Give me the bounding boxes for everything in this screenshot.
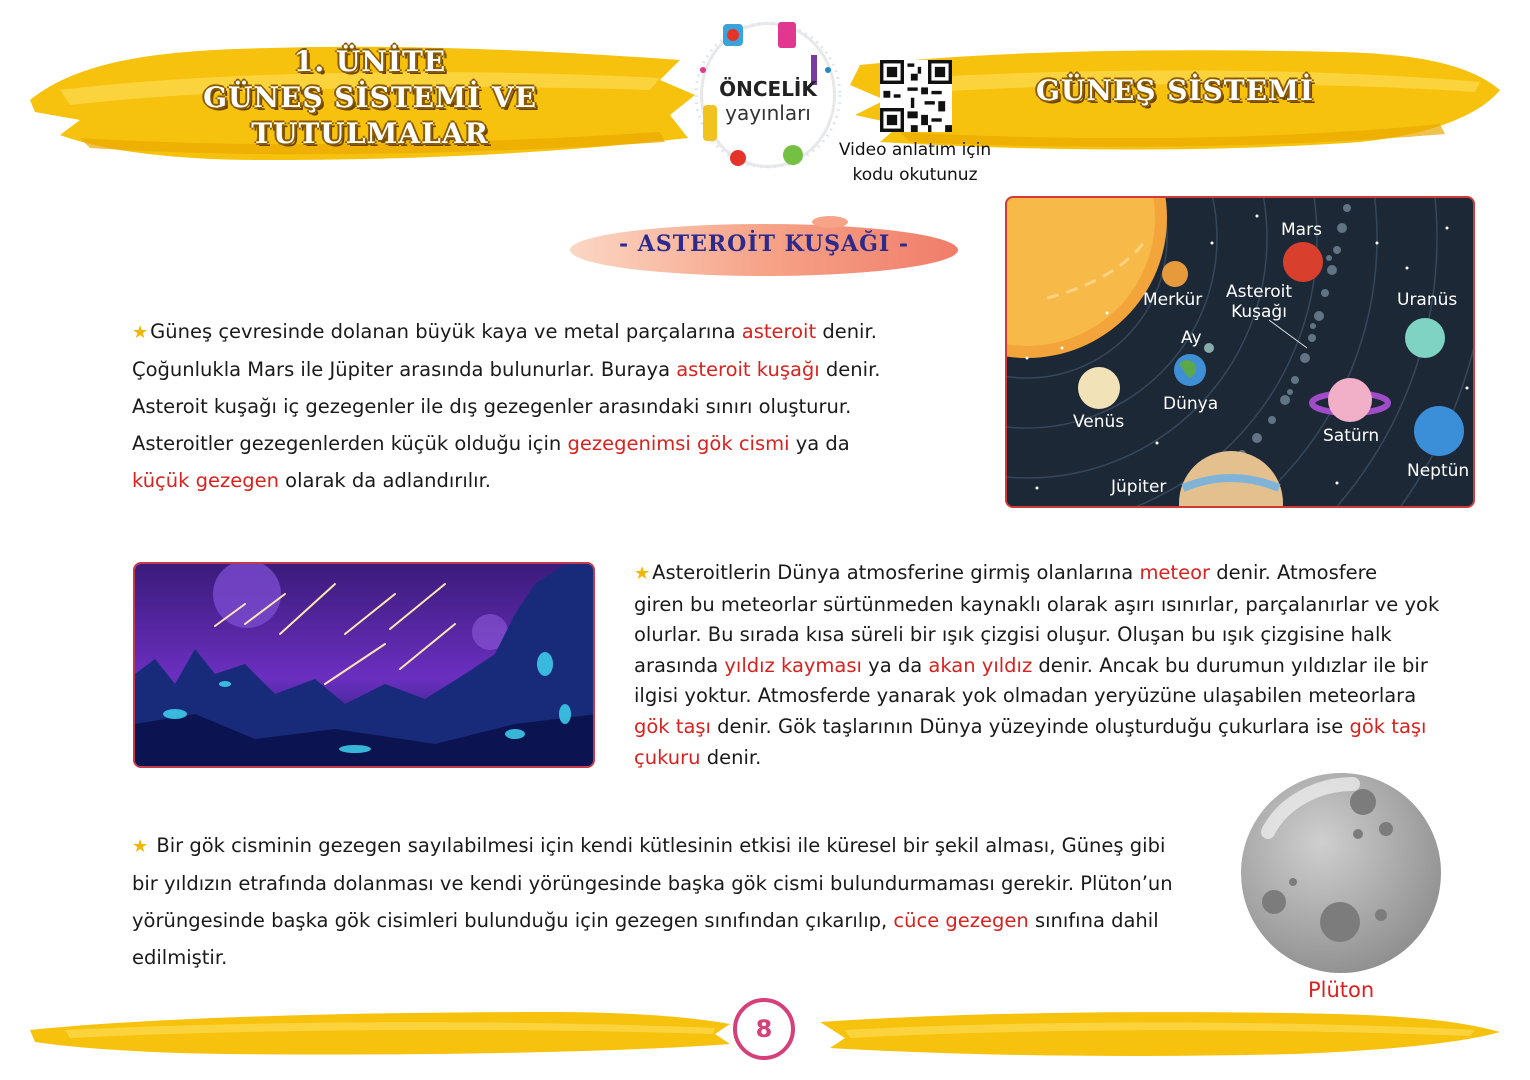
label-jupiter: Jüpiter <box>1111 477 1167 497</box>
term-asteroit: asteroit <box>741 320 817 343</box>
paragraph-meteor: ★ Asteroitlerin Dünya atmosferine girmiş olanlarına meteor denir. Atmosfere giren bu meteorlar sürtünmeden kaynaklı olarak aşırı ısınırlar, parçalanırlar ve yok olurlar. Bu sırada kısa süreli bir ışık çizgisi oluşur. Oluşan bu ışık çizgisine halk arasında yıldız kayması ya da akan yıldız denir. Ancak bu durumun yıldızlar ile bir ilgisi yoktur. Atmosferde yanarak yok olmadan yeryüzüne ulaşabilen meteorlara gök taşı denir. Gök taşlarının Dünya yüzeyinde oluşturduğu çukurlara ise gök taşı çukuru denir. <box>634 561 1440 769</box>
term-akan-yildiz: akan yıldız <box>928 653 1033 677</box>
footer-brush-right <box>815 1000 1505 1060</box>
label-saturn: Satürn <box>1323 426 1380 446</box>
term-gezegenimsi: gezegenimsi gök cismi <box>567 432 790 455</box>
paragraph-asteroid: ★ Güneş çevresinde dolanan büyük kaya ve metal parçalarına asteroit denir. Çoğunlukla Mars ile Jüpiter arasında bulunurlar. Buraya asteroit kuşağı denir. Asteroit kuşağı iç gezegenler ile dış gezegenler arasındaki sınırı oluşturur. Asteroitler gezegenlerden küçük olduğu için gezegenimsi gök cismi ya da küçük gezegen olarak da adlandırılır. <box>132 320 881 492</box>
meteor-illustration <box>135 564 595 768</box>
paragraph-dwarf-planet: ★ Bir gök cisminin gezegen sayılabilmesi için kendi kütlesinin etkisi ile küresel bir şekil alması, Güneş gibi bir yıldızın etrafında dolanması ve kendi yörüngesinde başka gök cismi bulundurmaması gerekir. Plüton’un yörüngesinde başka gök cisimleri bulunduğu için gezegen sınıfından çıkarılıp, cüce gezegen sınıfına dahil edilmiştir. <box>132 834 1173 969</box>
qr-code[interactable] <box>880 60 952 132</box>
qr-caption <box>835 138 995 188</box>
topic-title: GÜNEŞ SİSTEMİ <box>1035 74 1315 107</box>
publisher-logo <box>700 22 836 168</box>
term-cukuru: çukuru <box>634 745 701 769</box>
logo-brand: ÖNCELİK <box>719 77 817 101</box>
unit-title-line1: 1. ÜNİTE <box>293 45 447 78</box>
label-venus: Venüs <box>1073 412 1125 432</box>
solar-system-image <box>1005 196 1475 508</box>
term-yildiz-kaymasi: yıldız kayması <box>724 653 862 677</box>
page-number: 8 <box>733 998 795 1060</box>
pluto-label: Plüton <box>1308 978 1375 1002</box>
meteor-shower-image <box>133 562 595 768</box>
solar-system-illustration <box>1007 198 1475 508</box>
pluto-image <box>1238 772 1444 974</box>
unit-title <box>170 44 570 152</box>
term-kucuk-gezegen: küçük gezegen <box>132 469 279 492</box>
label-mars: Mars <box>1281 220 1322 240</box>
label-merkur: Merkür <box>1143 290 1203 310</box>
term-cuce-gezegen: cüce gezegen <box>893 909 1029 932</box>
star-icon: ★ <box>132 322 149 343</box>
label-neptun: Neptün <box>1407 461 1470 481</box>
footer-brush-left <box>25 1000 735 1060</box>
star-icon: ★ <box>634 563 651 584</box>
term-meteor: meteor <box>1139 561 1211 584</box>
unit-title-line3: TUTULMALAR <box>251 117 489 150</box>
unit-title-line2: GÜNEŞ SİSTEMİ VE <box>203 81 537 114</box>
star-icon: ★ <box>132 836 149 857</box>
term-gok-tasi: gök taşı <box>634 714 711 738</box>
label-asteroid-belt: Asteroit Kuşağı <box>1226 282 1293 322</box>
logo-sub: yayınları <box>725 101 811 125</box>
label-ay: Ay <box>1181 328 1202 348</box>
term-asteroit-kusagi: asteroit kuşağı <box>676 358 820 381</box>
qr-caption-line2: kodu okutunuz <box>852 165 978 185</box>
label-dunya: Dünya <box>1163 394 1219 414</box>
label-uranus: Uranüs <box>1397 290 1458 310</box>
section-title: - ASTEROİT KUŞAĞI - <box>618 231 909 257</box>
qr-caption-line1: Video anlatım için <box>838 140 992 160</box>
term-gok-tasi-2: gök taşı <box>1349 714 1427 738</box>
